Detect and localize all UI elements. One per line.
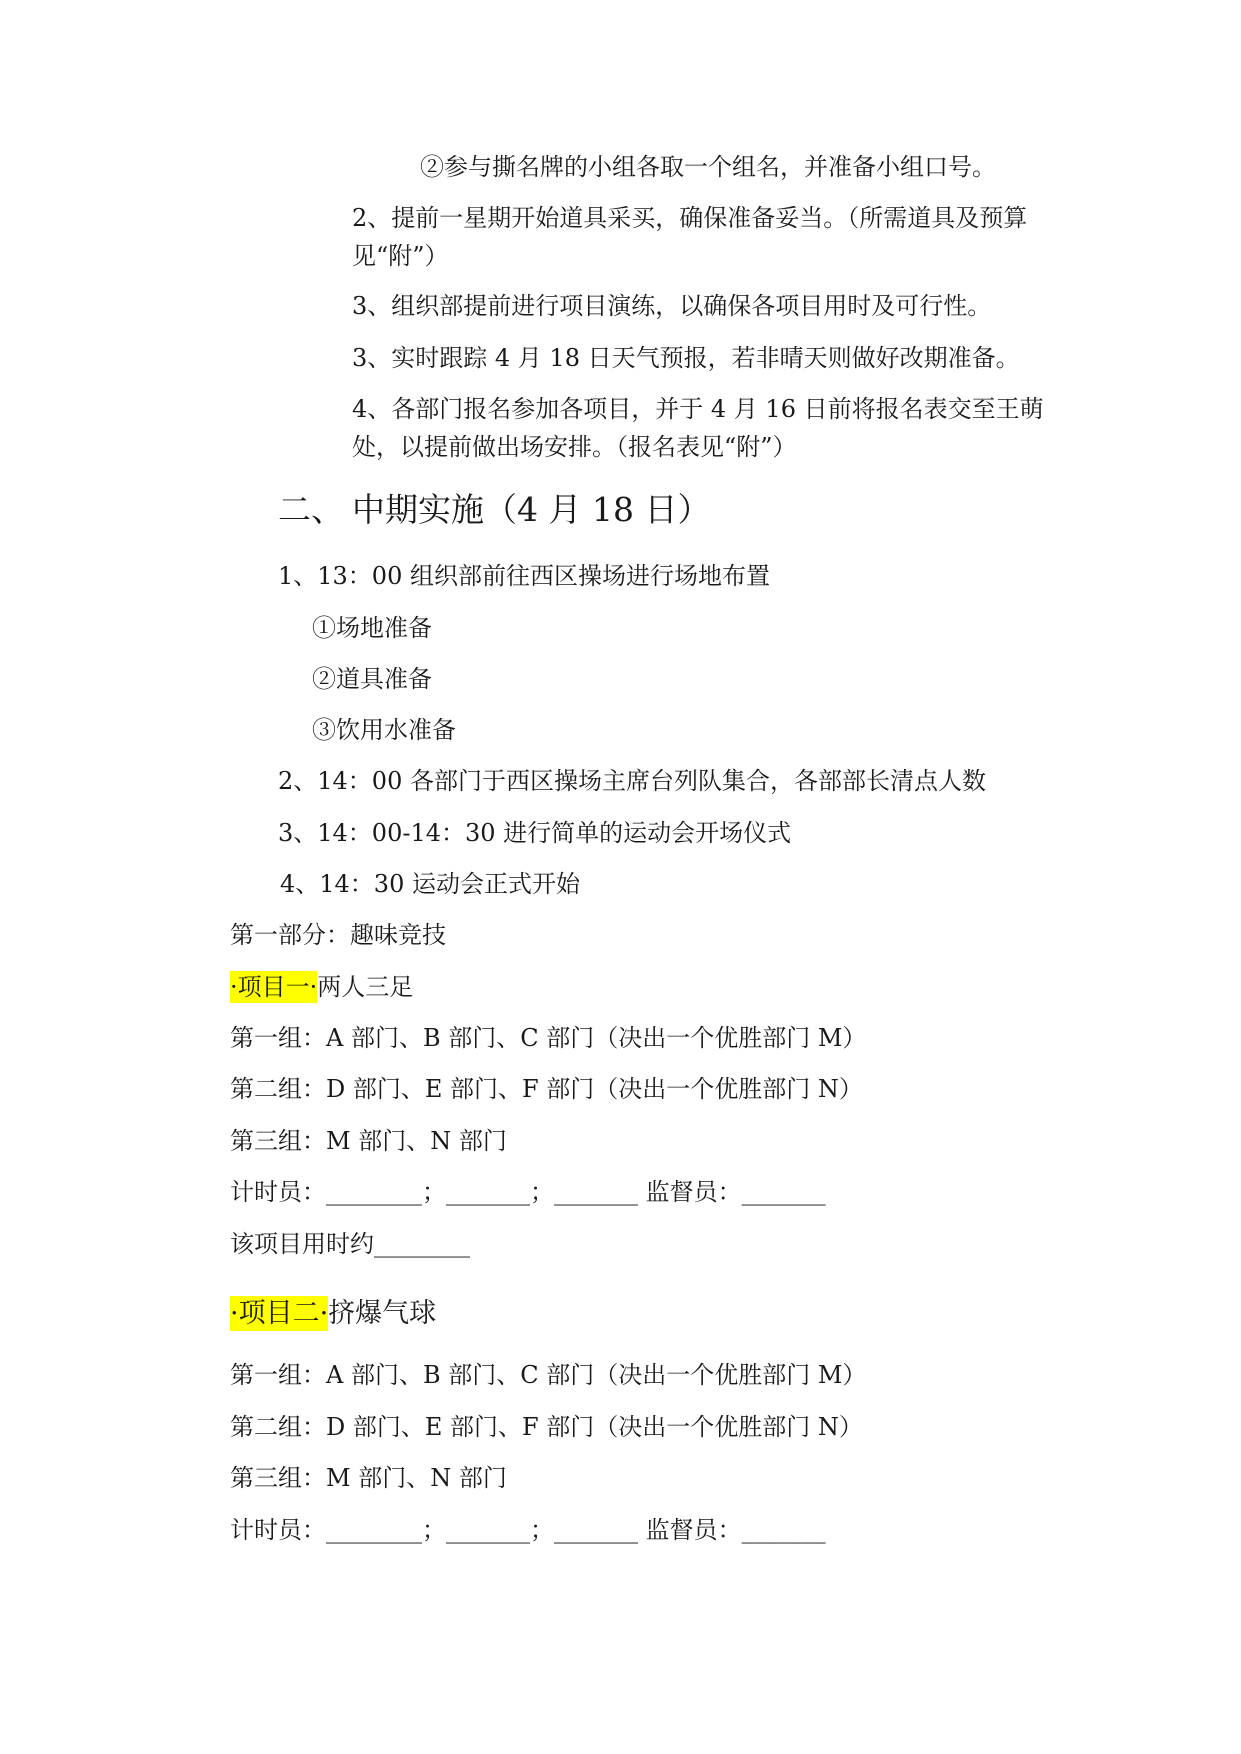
schedule-step-2: 2、14：00 各部门于西区操场主席台列队集合，各部部长清点人数 <box>278 767 986 795</box>
project-1-staff: 计时员：________；_______；_______ 监督员：_______ <box>230 1178 826 1206</box>
schedule-step-1-sub-3: ③饮用水准备 <box>312 716 456 744</box>
prep-item-1-sub-2: ②参与撕名牌的小组各取一个组名，并准备小组口号。 <box>420 153 996 181</box>
project-2-group-1: 第一组：A 部门、B 部门、C 部门（决出一个优胜部门 M） <box>230 1361 867 1389</box>
part-one-title: 第一部分：趣味竞技 <box>230 921 446 949</box>
project-2-heading <box>230 1297 436 1331</box>
project-2-group-2: 第二组：D 部门、E 部门、F 部门（决出一个优胜部门 N） <box>230 1413 863 1441</box>
project-1-duration: 该项目用时约________ <box>230 1230 470 1258</box>
project-2-name: 挤爆气球 <box>328 1298 437 1329</box>
prep-item-2: 2、提前一星期开始道具采买，确保准备妥当。（所需道具及预算见“附”） <box>352 204 1028 270</box>
project-1-heading <box>230 972 413 1002</box>
project-2-staff: 计时员：________；_______；_______ 监督员：_______ <box>230 1516 826 1544</box>
section-two-title: 中期实施（4 月 18 日） <box>352 490 711 529</box>
prep-item-3b: 3、实时跟踪 4 月 18 日天气预报，若非晴天则做好改期准备。 <box>352 344 1020 372</box>
project-1-name: 两人三足 <box>317 973 414 1001</box>
section-two-number: 二、 <box>278 490 344 529</box>
schedule-step-3: 3、14：00-14：30 进行简单的运动会开场仪式 <box>278 819 792 847</box>
project-1-group-3: 第三组：M 部门、N 部门 <box>230 1127 507 1155</box>
project-2-label: ·项目二· <box>230 1298 329 1329</box>
project-1-group-2: 第二组：D 部门、E 部门、F 部门（决出一个优胜部门 N） <box>230 1075 863 1103</box>
prep-item-3a: 3、组织部提前进行项目演练，以确保各项目用时及可行性。 <box>352 292 992 320</box>
schedule-step-1: 1、13：00 组织部前往西区操场进行场地布置 <box>278 562 770 590</box>
schedule-step-1-sub-2: ②道具准备 <box>312 665 432 693</box>
prep-item-4: 4、各部门报名参加各项目，并于 4 月 16 日前将报名表交至王萌处，以提前做出场安排。（报名表见“附”） <box>352 395 1044 461</box>
schedule-step-4: 4、14：30 运动会正式开始 <box>280 870 580 898</box>
project-1-group-1: 第一组：A 部门、B 部门、C 部门（决出一个优胜部门 M） <box>230 1024 867 1052</box>
project-2-group-3: 第三组：M 部门、N 部门 <box>230 1464 507 1492</box>
schedule-step-1-sub-1: ①场地准备 <box>312 614 432 642</box>
project-1-label: ·项目一· <box>230 973 318 1001</box>
